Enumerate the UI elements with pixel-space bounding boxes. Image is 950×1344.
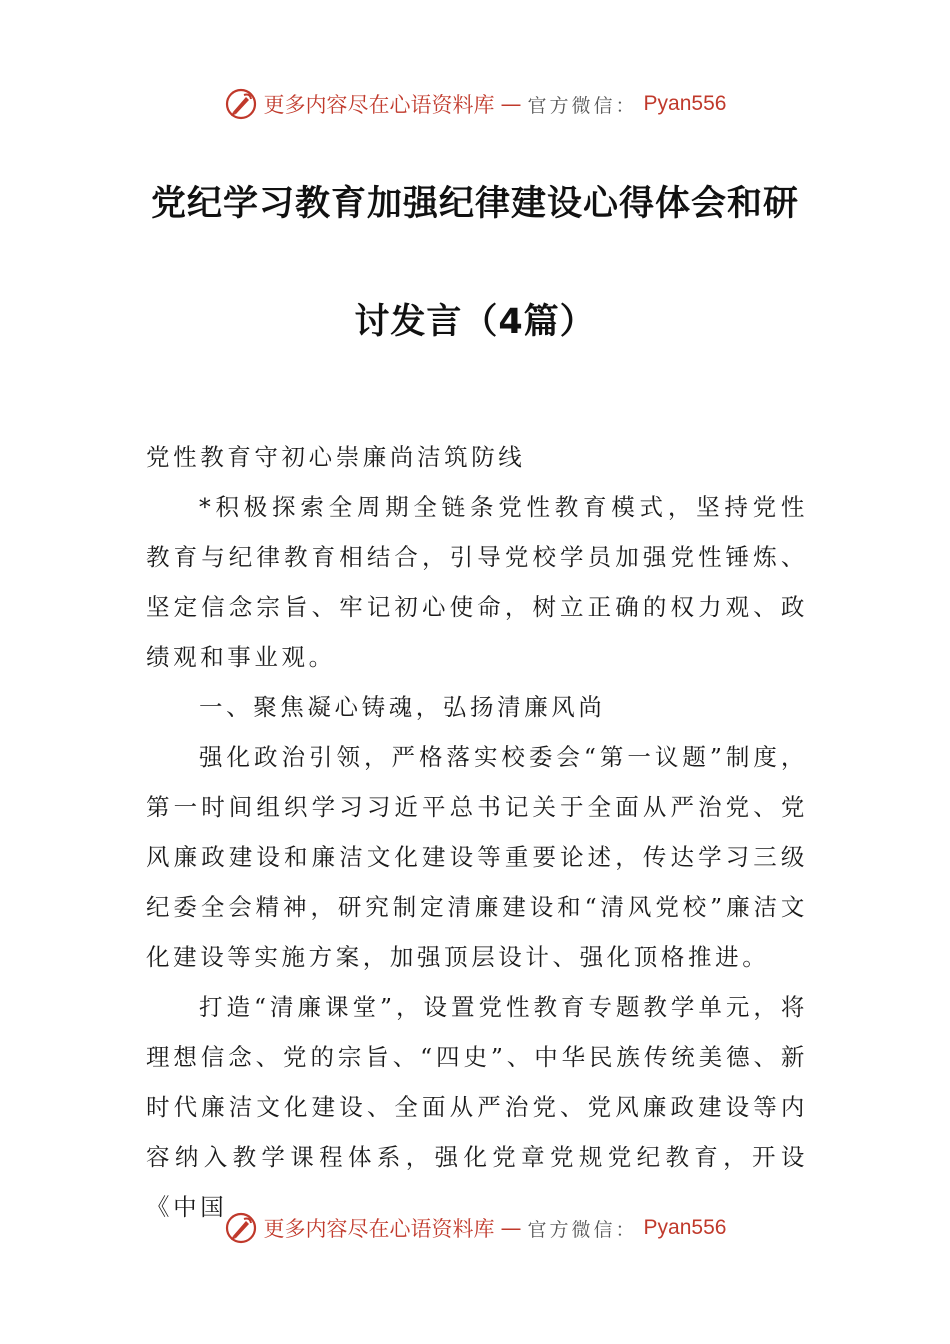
section-heading: 党性教育守初心崇廉尚洁筑防线 xyxy=(146,443,526,471)
watermark-site-text: 更多内容尽在心语资料库 xyxy=(263,1217,495,1241)
watermark-dash: — xyxy=(500,1216,522,1240)
document-title-line-1: 党纪学习教育加强纪律建设心得体会和研 xyxy=(150,184,799,224)
header-watermark xyxy=(0,84,950,124)
document-title-line-2: 讨发言（4篇） xyxy=(354,302,596,342)
watermark-site-text: 更多内容尽在心语资料库 xyxy=(263,93,495,117)
subsection-heading: 一、聚焦凝心铸魂，弘扬清廉风尚 xyxy=(199,693,606,721)
watermark-wechat-id: Pyan556 xyxy=(643,92,727,115)
watermark-wechat-label: 官方微信： xyxy=(527,94,638,117)
watermark-dash: — xyxy=(500,92,522,116)
footer-watermark xyxy=(0,1208,950,1248)
watermark-wechat-label: 官方微信： xyxy=(527,1218,638,1241)
watermark-wechat-id: Pyan556 xyxy=(643,1216,727,1239)
paragraph: 强化政治引领，严格落实校委会“第一议题”制度，第一时间组织学习习近平总书记关于全面从严治党、党风廉政建设和廉洁文化建设等重要论述，传达学习三级纪委全会精神，研究制定清廉建设和“清风党校”廉洁文化建设等实施方案，加强顶层设计、强化顶格推进。 xyxy=(146,743,808,971)
document-body xyxy=(146,432,808,1232)
pen-nib-logo-icon xyxy=(224,87,258,121)
pen-nib-logo-icon xyxy=(224,1211,258,1245)
paragraph: 打造“清廉课堂”，设置党性教育专题教学单元，将理想信念、党的宗旨、“四史”、中华民族传统美德、新时代廉洁文化建设、全面从严治党、党风廉政建设等内容纳入教学课程体系，强化党章党规党纪教育，开设《中国 xyxy=(146,993,808,1221)
paragraph: *积极探索全周期全链条党性教育模式，坚持党性教育与纪律教育相结合，引导党校学员加强党性锤炼、坚定信念宗旨、牢记初心使命，树立正确的权力观、政绩观和事业观。 xyxy=(146,493,808,671)
